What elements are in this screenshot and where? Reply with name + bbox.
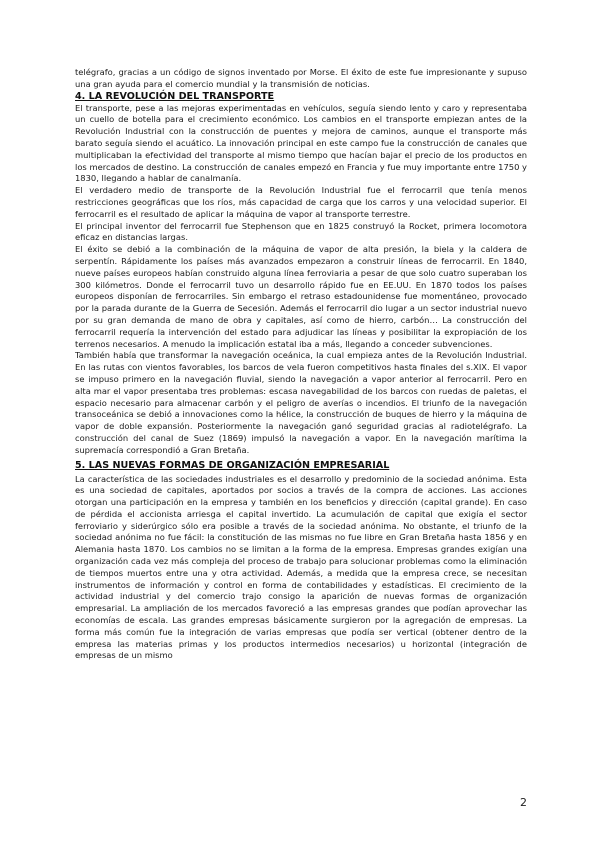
paragraph: La característica de las sociedades industriales es el desarrollo y predominio de la sociedad anónima. Esta es una sociedad de capitales, aportados por socios a través de la compra de acciones. Las acciones otorgan una participación en la empresa y también en los beneficios y dirección (capital grande). En caso de pérdida el accionista arriesga el capital invertido. La acumulación de capital que exigía el sector ferroviario y siderúrgico sólo era posible a través de la sociedad anónima. No obstante, el triunfo de la sociedad anónima no fue fácil: la constitución de las mismas no fue libre en Gran Bretaña hasta 1856 y en Alemania hasta 1870. Los cambios no se limitan a la forma de la empresa. Empresas grandes exigían una organización cada vez más compleja del proceso de trabajo para solucionar problemas como la eliminación de tiempos muertos entre una y otra actividad. Además, a medida que la empresa crece, se necesitan instrumentos de información y control en forma de contabilidades y estadísticas. El crecimiento de la actividad industrial y del comercio trajo consigo la aparición de nuevas formas de organización empresarial. La ampliación de los mercados favoreció a las empresas grandes que podían aprovechar las economías de escala. Las grandes empresas básicamente surgieron por la agregación de empresas. La forma más común fue la integración de varias empresas que podía ser vertical (obtener dentro de la empresa las materias primas y los productos intermedios necesarios) u horizontal (integración de empresas de un mismo	[75, 473, 527, 661]
paragraph: El transporte, pese a las mejoras experimentadas en vehículos, seguía siendo lento y caro y representaba un cuello de botella para el crecimiento económico. Los cambios en el transporte empiezan antes de la Revolución Industrial con la construcción de puentes y mejora de caminos, aunque el transporte más barato seguía siendo el acuático. La innovación principal en este campo fue la construcción de canales que multiplicaban la efectividad del transporte al mismo tiempo que hacían bajar el precio de los productos en los mercados de destino. La construcción de canales empezó en Francia y fue muy importante entre 1750 y 1830, llegando a hablar de canalmanía.	[75, 102, 527, 184]
section-heading-transport: 4. LA REVOLUCIÓN DEL TRANSPORTE	[75, 90, 275, 102]
paragraph: El principal inventor del ferrocarril fue Stephenson que en 1825 construyó la Rocket, primera locomotora eficaz en distancias largas.	[75, 220, 527, 243]
section-heading-business: 5. LAS NUEVAS FORMAS DE ORGANIZACIÓN EMPRESARIAL	[75, 459, 390, 471]
paragraph: También había que transformar la navegación oceánica, la cual empieza antes de la Revolución Industrial. En las rutas con vientos favorables, los barcos de vela fueron competitivos hasta finales del s.XIX. El vapor se impuso primero en la navegación fluvial, siendo la navegación a vapor anterior al ferrocarril. Pero en alta mar el vapor presentaba tres problemas: escasa navegabilidad de los barcos con ruedas de paletas, el espacio necesario para almacenar carbón y el peligro de averías o incendios. El triunfo de la navegación transoceánica se debió a innovaciones como la hélice, la construcción de buques de hierro y la máquina de vapor de doble expansión. Posteriormente la navegación ganó seguridad gracias al radiotelégrafo. La construcción del canal de Suez (1869) impulsó la navegación a vapor. En la navegación marítima la supremacía correspondió a Gran Bretaña.	[75, 350, 527, 455]
paragraph: telégrafo, gracias a un código de signos inventado por Morse. El éxito de este fue impresionante y supuso una gran ayuda para el comercio mundial y la transmisión de noticias.	[75, 67, 527, 89]
paragraph: El verdadero medio de transporte de la Revolución Industrial fue el ferrocarril que tenía menos restricciones geográficas que los ríos, más capacidad de carga que los carros y una velocidad superior. El ferrocarril es el resultado de aplicar la máquina de vapor al transporte terrestre.	[75, 185, 527, 219]
page-body	[75, 67, 527, 662]
page-number: 2	[520, 796, 527, 809]
paragraph: El éxito se debió a la combinación de la máquina de vapor de alta presión, la biela y la caldera de serpentín. Rápidamente los países más avanzados empezaron a construir líneas de ferrocarril. En 1840, nueve países europeos habían construido alguna línea ferroviaria a pesar de que solo cuatro superaban los 300 kilómetros. Donde el ferrocarril tuvo un desarrollo rápido fue en EE.UU. En 1870 todos los países europeos disponían de ferrocarriles. Sin embargo el retraso estadounidense fue momentáneo, provocado por la parada durante de la Guerra de Secesión. Además el ferrocarril dio lugar a un sector industrial nuevo por su gran demanda de mano de obra y capitales, así como de hierro, carbón… La construcción del ferrocarril requería la intervención del estado para adjudicar las líneas y posibilitar la expropiación de los terrenos necesarios. A menudo la implicación estatal iba a más, llegando a conceder subvenciones.	[75, 244, 527, 349]
